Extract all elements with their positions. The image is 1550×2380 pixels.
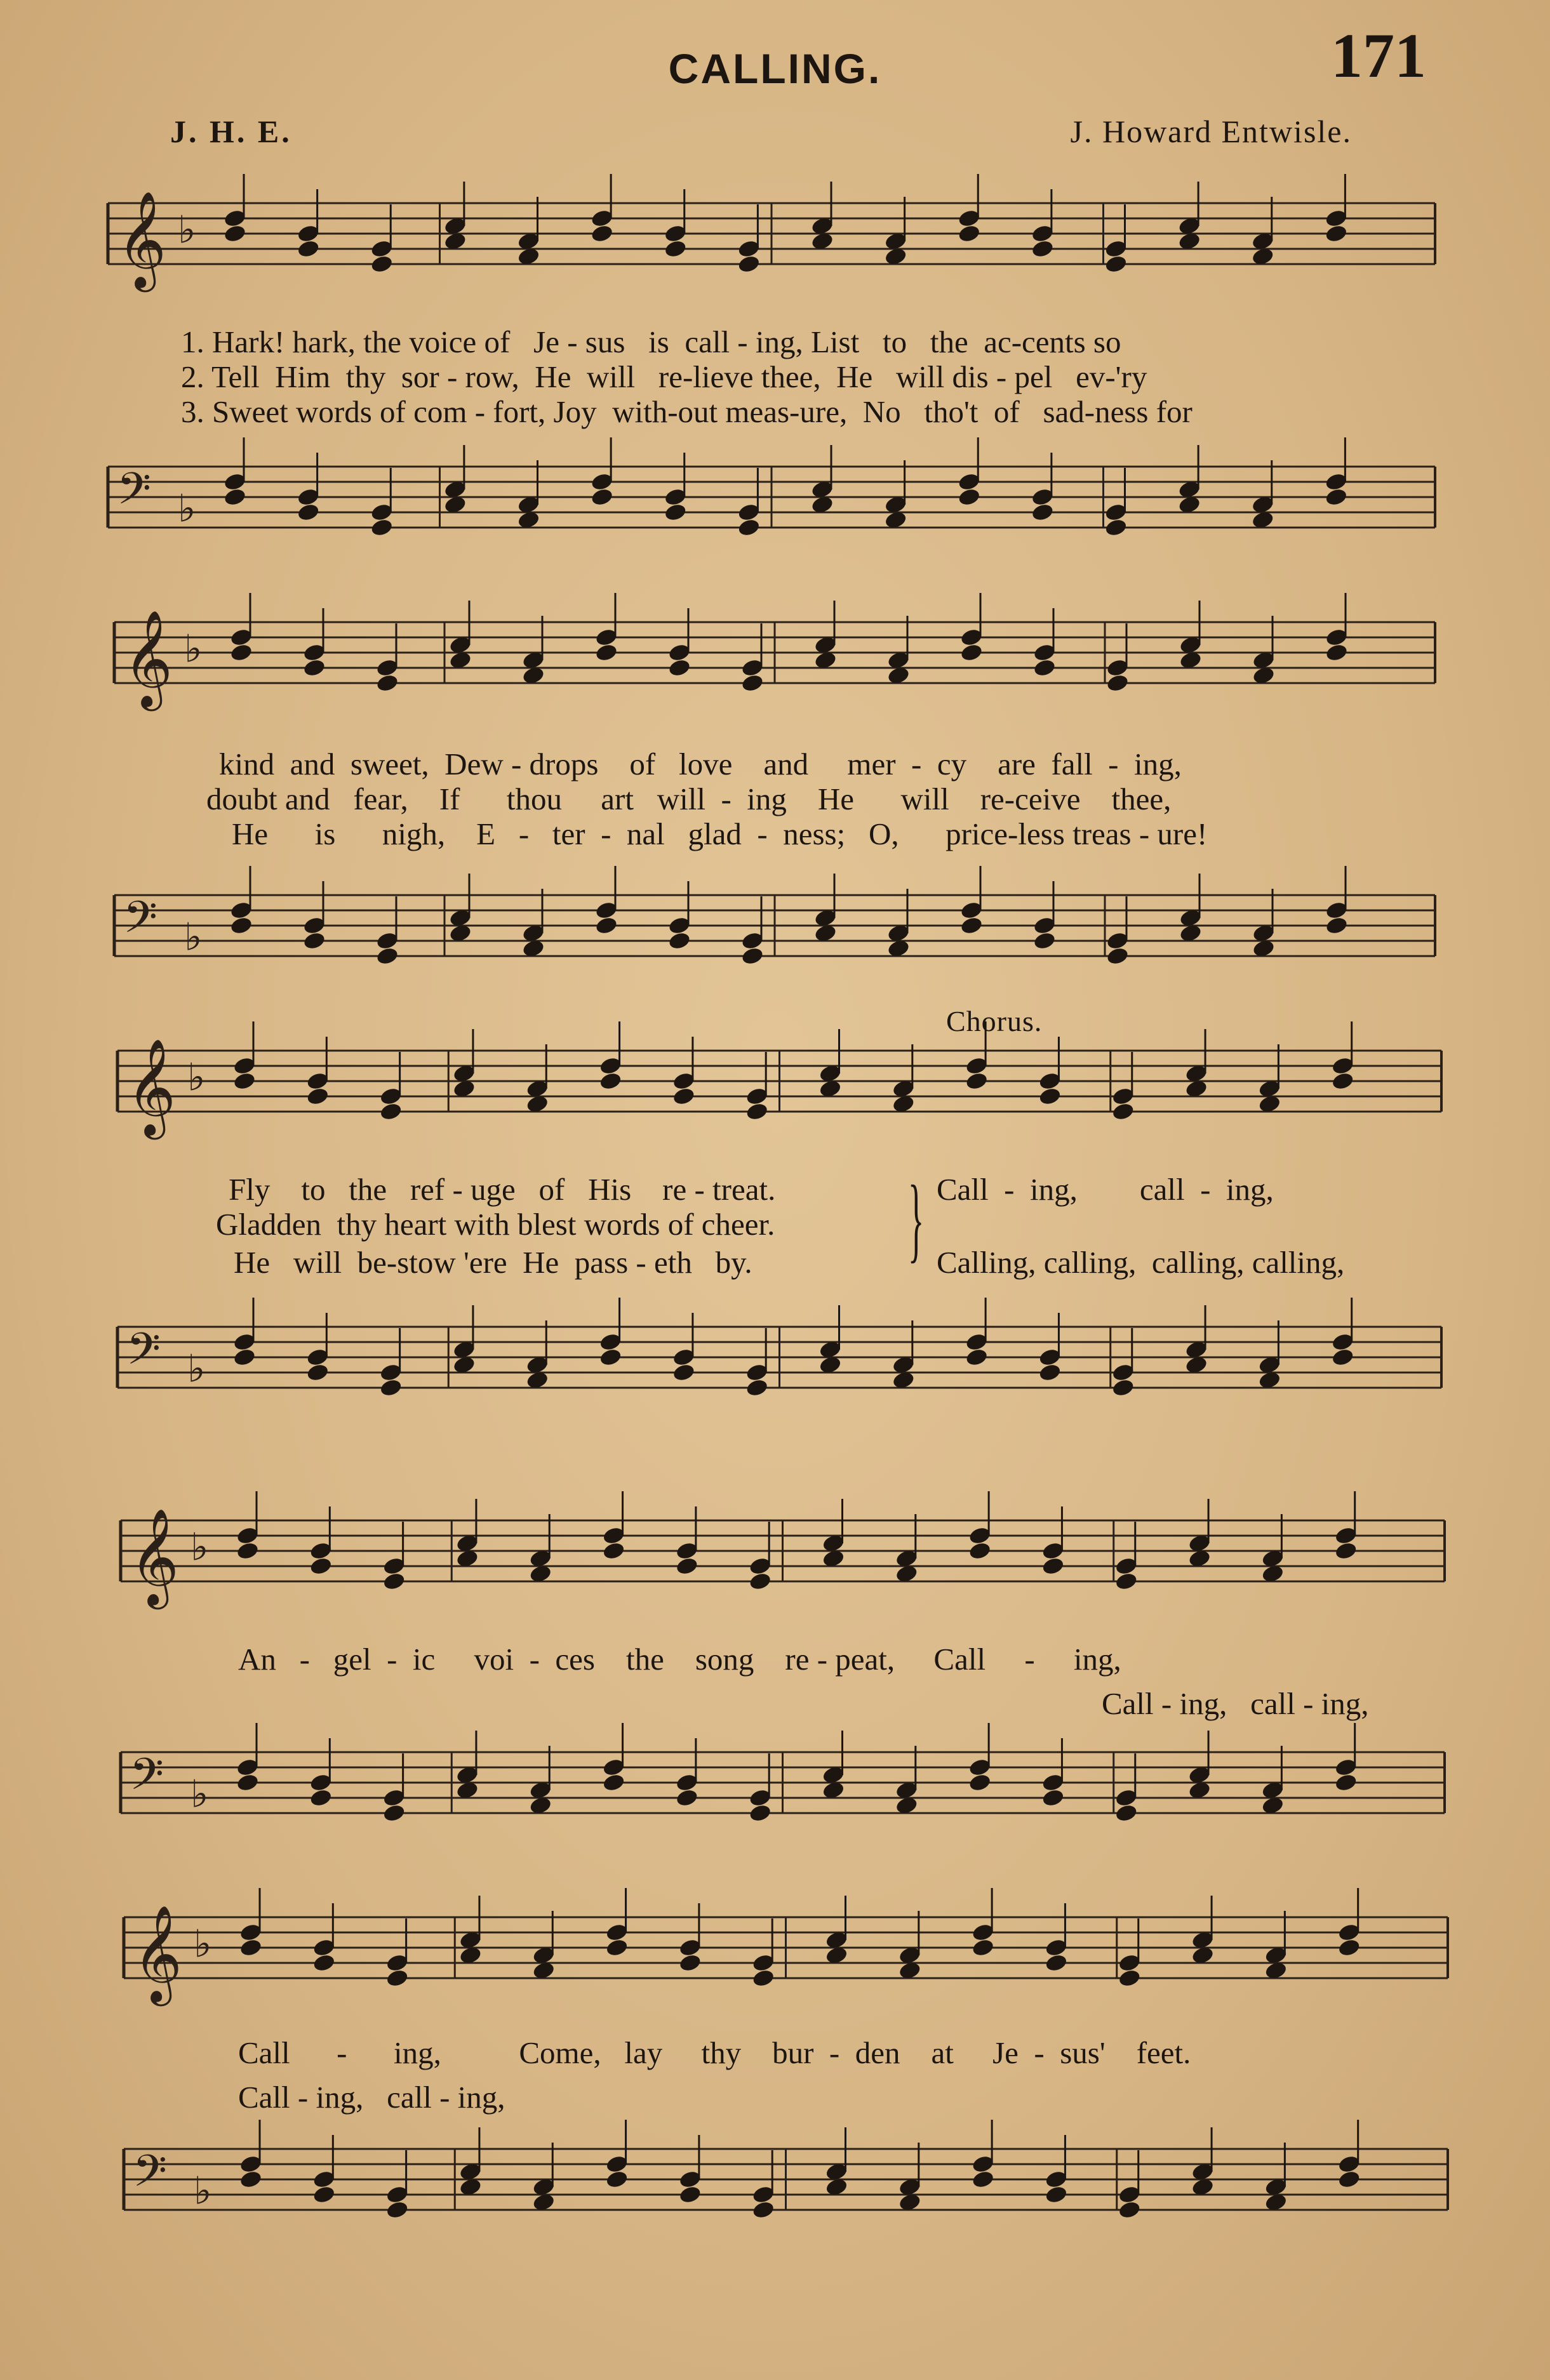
note-head — [740, 673, 765, 693]
note-head — [1334, 1772, 1358, 1793]
note-head — [1106, 946, 1130, 966]
note-head — [965, 1071, 989, 1091]
note-head — [605, 1938, 629, 1958]
note-head — [370, 517, 394, 538]
note-head — [1118, 2200, 1142, 2220]
lyricist-credit: J. H. E. — [170, 114, 292, 149]
note-head — [1104, 254, 1128, 274]
treble-clef-icon: 𝄞 — [126, 1038, 177, 1136]
note-head — [1032, 658, 1057, 678]
system-3-bass-staff — [117, 1323, 1441, 1416]
note-head — [370, 254, 394, 274]
key-flat-icon: ♭ — [178, 208, 196, 253]
system-3-lyrics-verse-3: He will be-stow 'ere He pass - eth by. — [234, 1245, 752, 1280]
bass-clef-icon: 𝄢 — [123, 891, 158, 954]
chorus-label: Chorus. — [946, 1005, 1043, 1037]
note-head — [379, 1101, 403, 1122]
note-head — [667, 931, 691, 951]
note-head — [382, 1571, 406, 1592]
system-2-lyrics-verse-3: He is nigh, E - ter - nal glad - ness; O, price-less treas - ure! — [232, 816, 1208, 851]
note-head — [1111, 1378, 1135, 1398]
note-head — [1038, 1086, 1062, 1107]
note-head — [232, 1347, 257, 1367]
system-5-treble-staff — [124, 1905, 1448, 2006]
note-head — [1337, 2169, 1361, 2190]
note-head — [239, 2169, 263, 2190]
note-head — [302, 658, 326, 678]
note-head — [375, 946, 399, 966]
system-4-bass-staff — [121, 1748, 1445, 1841]
note-head — [959, 642, 984, 663]
note-head — [745, 1101, 769, 1122]
note-head — [312, 2184, 337, 2205]
note-head — [590, 223, 614, 244]
treble-clef-icon: 𝄞 — [123, 609, 173, 707]
note-head — [971, 1938, 995, 1958]
note-head — [1111, 1101, 1135, 1122]
note-head — [223, 223, 247, 244]
note-head — [1325, 487, 1349, 507]
note-head — [957, 487, 981, 507]
system-1-treble-staff — [108, 190, 1435, 292]
note-head — [959, 915, 984, 936]
chorus-lyrics-line-1: Call - ing, call - ing, — [937, 1172, 1274, 1207]
note-head — [748, 1803, 772, 1823]
system-2-lyrics-verse-2: doubt and fear, If thou art will - ing He will re-ceive thee, — [206, 781, 1172, 816]
note-head — [297, 239, 321, 259]
key-flat-icon: ♭ — [184, 627, 203, 672]
page-number: 171 — [1331, 20, 1426, 91]
note-head — [751, 1968, 775, 1988]
note-head — [382, 1803, 406, 1823]
note-head — [602, 1541, 626, 1561]
note-head — [737, 254, 761, 274]
treble-clef-icon: 𝄞 — [130, 1508, 180, 1606]
note-head — [1331, 1071, 1355, 1091]
key-flat-icon: ♭ — [187, 1346, 206, 1392]
system-5-lyrics: Call - ing, Come, lay thy bur - den at Je - sus' feet. — [238, 2035, 1191, 2070]
note-head — [737, 517, 761, 538]
note-head — [594, 642, 618, 663]
bass-clef-icon: 𝄢 — [130, 1748, 164, 1811]
system-2-bass-staff — [114, 891, 1435, 984]
system-3-lyrics-verse-1: Fly to the ref - uge of His re - treat. — [229, 1172, 776, 1207]
system-1-lyrics-verse-1: 1. Hark! hark, the voice of Je - sus is call - ing, List to the ac-cents so — [181, 324, 1121, 359]
system-5-lower-lyrics: Call - ing, call - ing, — [238, 2080, 505, 2115]
note-head — [379, 1378, 403, 1398]
system-3-lyrics-verse-2: Gladden thy heart with blest words of cheer. — [216, 1207, 775, 1242]
bass-clef-icon: 𝄢 — [126, 1323, 161, 1385]
note-head — [664, 502, 688, 522]
composer-credit: J. Howard Entwisle. — [1070, 114, 1352, 149]
note-head — [740, 946, 765, 966]
note-head — [965, 1347, 989, 1367]
note-head — [375, 673, 399, 693]
note-head — [306, 1362, 330, 1383]
note-head — [1031, 502, 1055, 522]
note-head — [678, 2184, 702, 2205]
note-head — [675, 1788, 699, 1808]
note-head — [1331, 1347, 1355, 1367]
note-head — [675, 1556, 699, 1576]
note-head — [223, 487, 247, 507]
note-head — [1114, 1803, 1139, 1823]
chorus-lyrics-line-2: Calling, calling, calling, calling, — [937, 1245, 1345, 1280]
system-1-lyrics-verse-2: 2. Tell Him thy sor - row, He will re-lieve thee, He will dis - pel ev-'ry — [181, 359, 1147, 394]
bass-clef-icon: 𝄢 — [117, 463, 152, 525]
note-head — [229, 642, 253, 663]
system-4-lower-lyrics: Call - ing, call - ing, — [1102, 1686, 1369, 1721]
system-1-lyrics-verse-3: 3. Sweet words of com - fort, Joy with-out meas-ure, No tho't of sad-ness for — [181, 394, 1193, 429]
system-4-treble-staff — [121, 1508, 1445, 1609]
note-head — [302, 931, 326, 951]
note-head — [1031, 239, 1055, 259]
note-head — [236, 1541, 260, 1561]
note-head — [1325, 223, 1349, 244]
note-head — [672, 1362, 696, 1383]
system-2-treble-staff — [114, 609, 1435, 711]
key-flat-icon: ♭ — [178, 486, 196, 531]
note-head — [1045, 2184, 1069, 2205]
note-head — [1038, 1362, 1062, 1383]
note-head — [297, 502, 321, 522]
system-4-lyrics: An - gel - ic voi - ces the song re - peat, Call - ing, — [238, 1642, 1121, 1677]
note-head — [309, 1788, 333, 1808]
note-head — [1032, 931, 1057, 951]
note-head — [599, 1071, 623, 1091]
note-head — [1325, 915, 1349, 936]
key-flat-icon: ♭ — [187, 1055, 206, 1100]
note-head — [602, 1772, 626, 1793]
key-flat-icon: ♭ — [194, 2169, 212, 2214]
note-head — [590, 487, 614, 507]
system-2-lyrics-verse-1: kind and sweet, Dew - drops of love and mer - cy are fall - ing, — [219, 747, 1182, 781]
note-head — [306, 1086, 330, 1107]
system-1-bass-staff — [108, 463, 1435, 555]
note-head — [309, 1556, 333, 1576]
key-flat-icon: ♭ — [190, 1525, 209, 1570]
note-head — [971, 2169, 995, 2190]
note-head — [1104, 517, 1128, 538]
note-head — [678, 1953, 702, 1973]
note-head — [672, 1086, 696, 1107]
note-head — [664, 239, 688, 259]
note-head — [1041, 1788, 1066, 1808]
treble-clef-icon: 𝄞 — [133, 1905, 183, 2002]
note-head — [1118, 1968, 1142, 1988]
key-flat-icon: ♭ — [194, 1922, 212, 1967]
note-head — [1114, 1571, 1139, 1592]
note-head — [232, 1071, 257, 1091]
treble-clef-icon: 𝄞 — [117, 190, 167, 288]
key-flat-icon: ♭ — [184, 915, 203, 960]
note-head — [751, 2200, 775, 2220]
note-head — [385, 1968, 410, 1988]
note-head — [957, 223, 981, 244]
key-flat-icon: ♭ — [190, 1772, 209, 1817]
note-head — [385, 2200, 410, 2220]
note-head — [745, 1378, 769, 1398]
note-head — [1041, 1556, 1066, 1576]
note-head — [1106, 673, 1130, 693]
note-head — [229, 915, 253, 936]
note-head — [1337, 1938, 1361, 1958]
note-head — [968, 1772, 992, 1793]
hymn-title: CALLING. — [668, 45, 882, 92]
note-head — [667, 658, 691, 678]
note-head — [599, 1347, 623, 1367]
system-3-treble-staff — [117, 1038, 1441, 1140]
note-head — [1045, 1953, 1069, 1973]
verse-brace: } — [908, 1166, 925, 1272]
note-head — [239, 1938, 263, 1958]
note-head — [1334, 1541, 1358, 1561]
note-head — [748, 1571, 772, 1592]
note-head — [594, 915, 618, 936]
note-head — [968, 1541, 992, 1561]
note-head — [312, 1953, 337, 1973]
system-5-bass-staff — [124, 2145, 1448, 2238]
note-head — [605, 2169, 629, 2190]
note-head — [1325, 642, 1349, 663]
bass-clef-icon: 𝄢 — [133, 2145, 168, 2207]
note-head — [236, 1772, 260, 1793]
